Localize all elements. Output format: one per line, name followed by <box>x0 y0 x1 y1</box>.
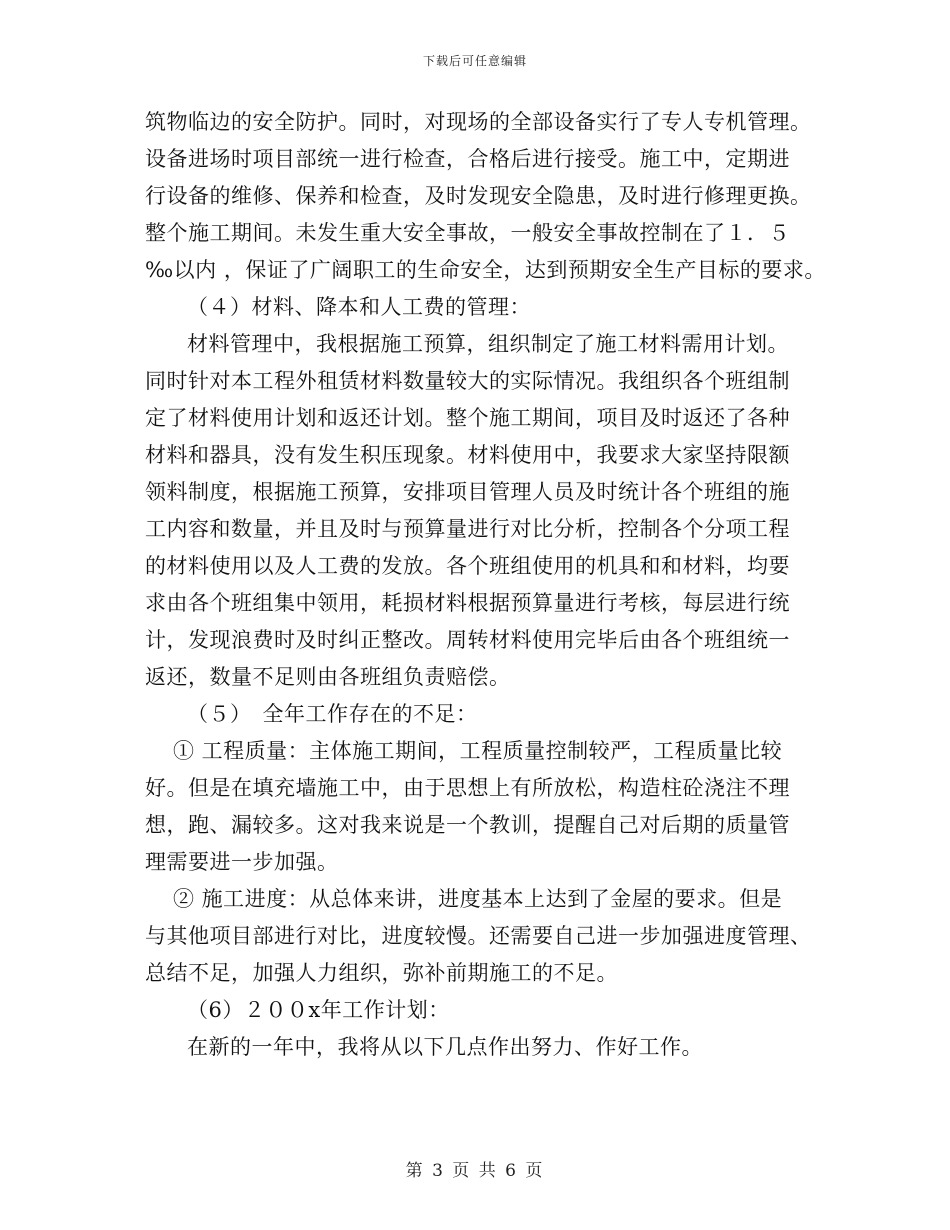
text-line: 工内容和数量，并且及时与预算量进行对比分析，控制各个分项工程 <box>145 517 790 541</box>
document-body <box>145 104 826 1066</box>
text-line: 材料和器具，没有发生积压现象。材料使用中，我要求大家坚持限额 <box>145 443 790 467</box>
text-line: 整个施工期间。未发生重大安全事故，一般安全事故控制在了１．５ <box>145 221 790 245</box>
text-line: ② 施工进度：从总体来讲，进度基本上达到了金屋的要求。但是 <box>173 887 783 911</box>
text-line: 在新的一年中，我将从以下几点作出努力、作好工作。 <box>187 1035 703 1059</box>
text-line: 领料制度，根据施工预算，安排项目管理人员及时统计各个班组的施 <box>145 480 790 504</box>
text-line: 理需要进一步加强。 <box>145 850 339 874</box>
text-line: 返还，数量不足则由各班组负责赔偿。 <box>145 665 511 689</box>
text-line: 想，跑、漏较多。这对我来说是一个教训，提醒自己对后期的质量管 <box>145 813 790 837</box>
text-line: 计，发现浪费时及时纠正整改。周转材料使用完毕后由各个班组统一 <box>145 628 790 652</box>
text-line: （５） 全年工作存在的不足： <box>187 702 478 726</box>
text-line: 材料管理中，我根据施工预算，组织制定了施工材料需用计划。 <box>187 332 789 356</box>
text-line: 求由各个班组集中领用，耗损材料根据预算量进行考核，每层进行统 <box>145 591 790 615</box>
text-line: 设备进场时项目部统一进行检查，合格后进行接受。施工中，定期进 <box>145 147 790 171</box>
page-header: 下载后可任意编辑 <box>422 54 527 68</box>
text-line: （４）材料、降本和人工费的管理： <box>187 295 531 319</box>
text-line: 总结不足，加强人力组织，弥补前期施工的不足。 <box>145 961 618 985</box>
text-line: 筑物临边的安全防护。同时，对现场的全部设备实行了专人专机管理。 <box>145 110 812 134</box>
text-line: 好。但是在填充墙施工中，由于思想上有所放松，构造柱砼浇注不理 <box>145 776 790 800</box>
text-line: 同时针对本工程外租赁材料数量较大的实际情况。我组织各个班组制 <box>145 369 790 393</box>
text-line: 定了材料使用计划和返还计划。整个施工期间，项目及时返还了各种 <box>145 406 790 430</box>
text-line: ① 工程质量：主体施工期间，工程质量控制较严，工程质量比较 <box>173 739 783 763</box>
text-line: 的材料使用以及人工费的发放。各个班组使用的机具和和材料，均要 <box>145 554 790 578</box>
text-line: （6）２００x年工作计划： <box>187 998 450 1022</box>
page-footer: 第 3 页 共 6 页 <box>405 1161 545 1181</box>
text-line: 行设备的维修、保养和检查，及时发现安全隐患，及时进行修理更换。 <box>145 184 812 208</box>
text-line: 与其他项目部进行对比，进度较慢。还需要自己进一步加强进度管理、 <box>145 924 812 948</box>
text-line: ‰以内 ，保证了广阔职工的生命安全，达到预期安全生产目标的要求。 <box>145 258 826 282</box>
